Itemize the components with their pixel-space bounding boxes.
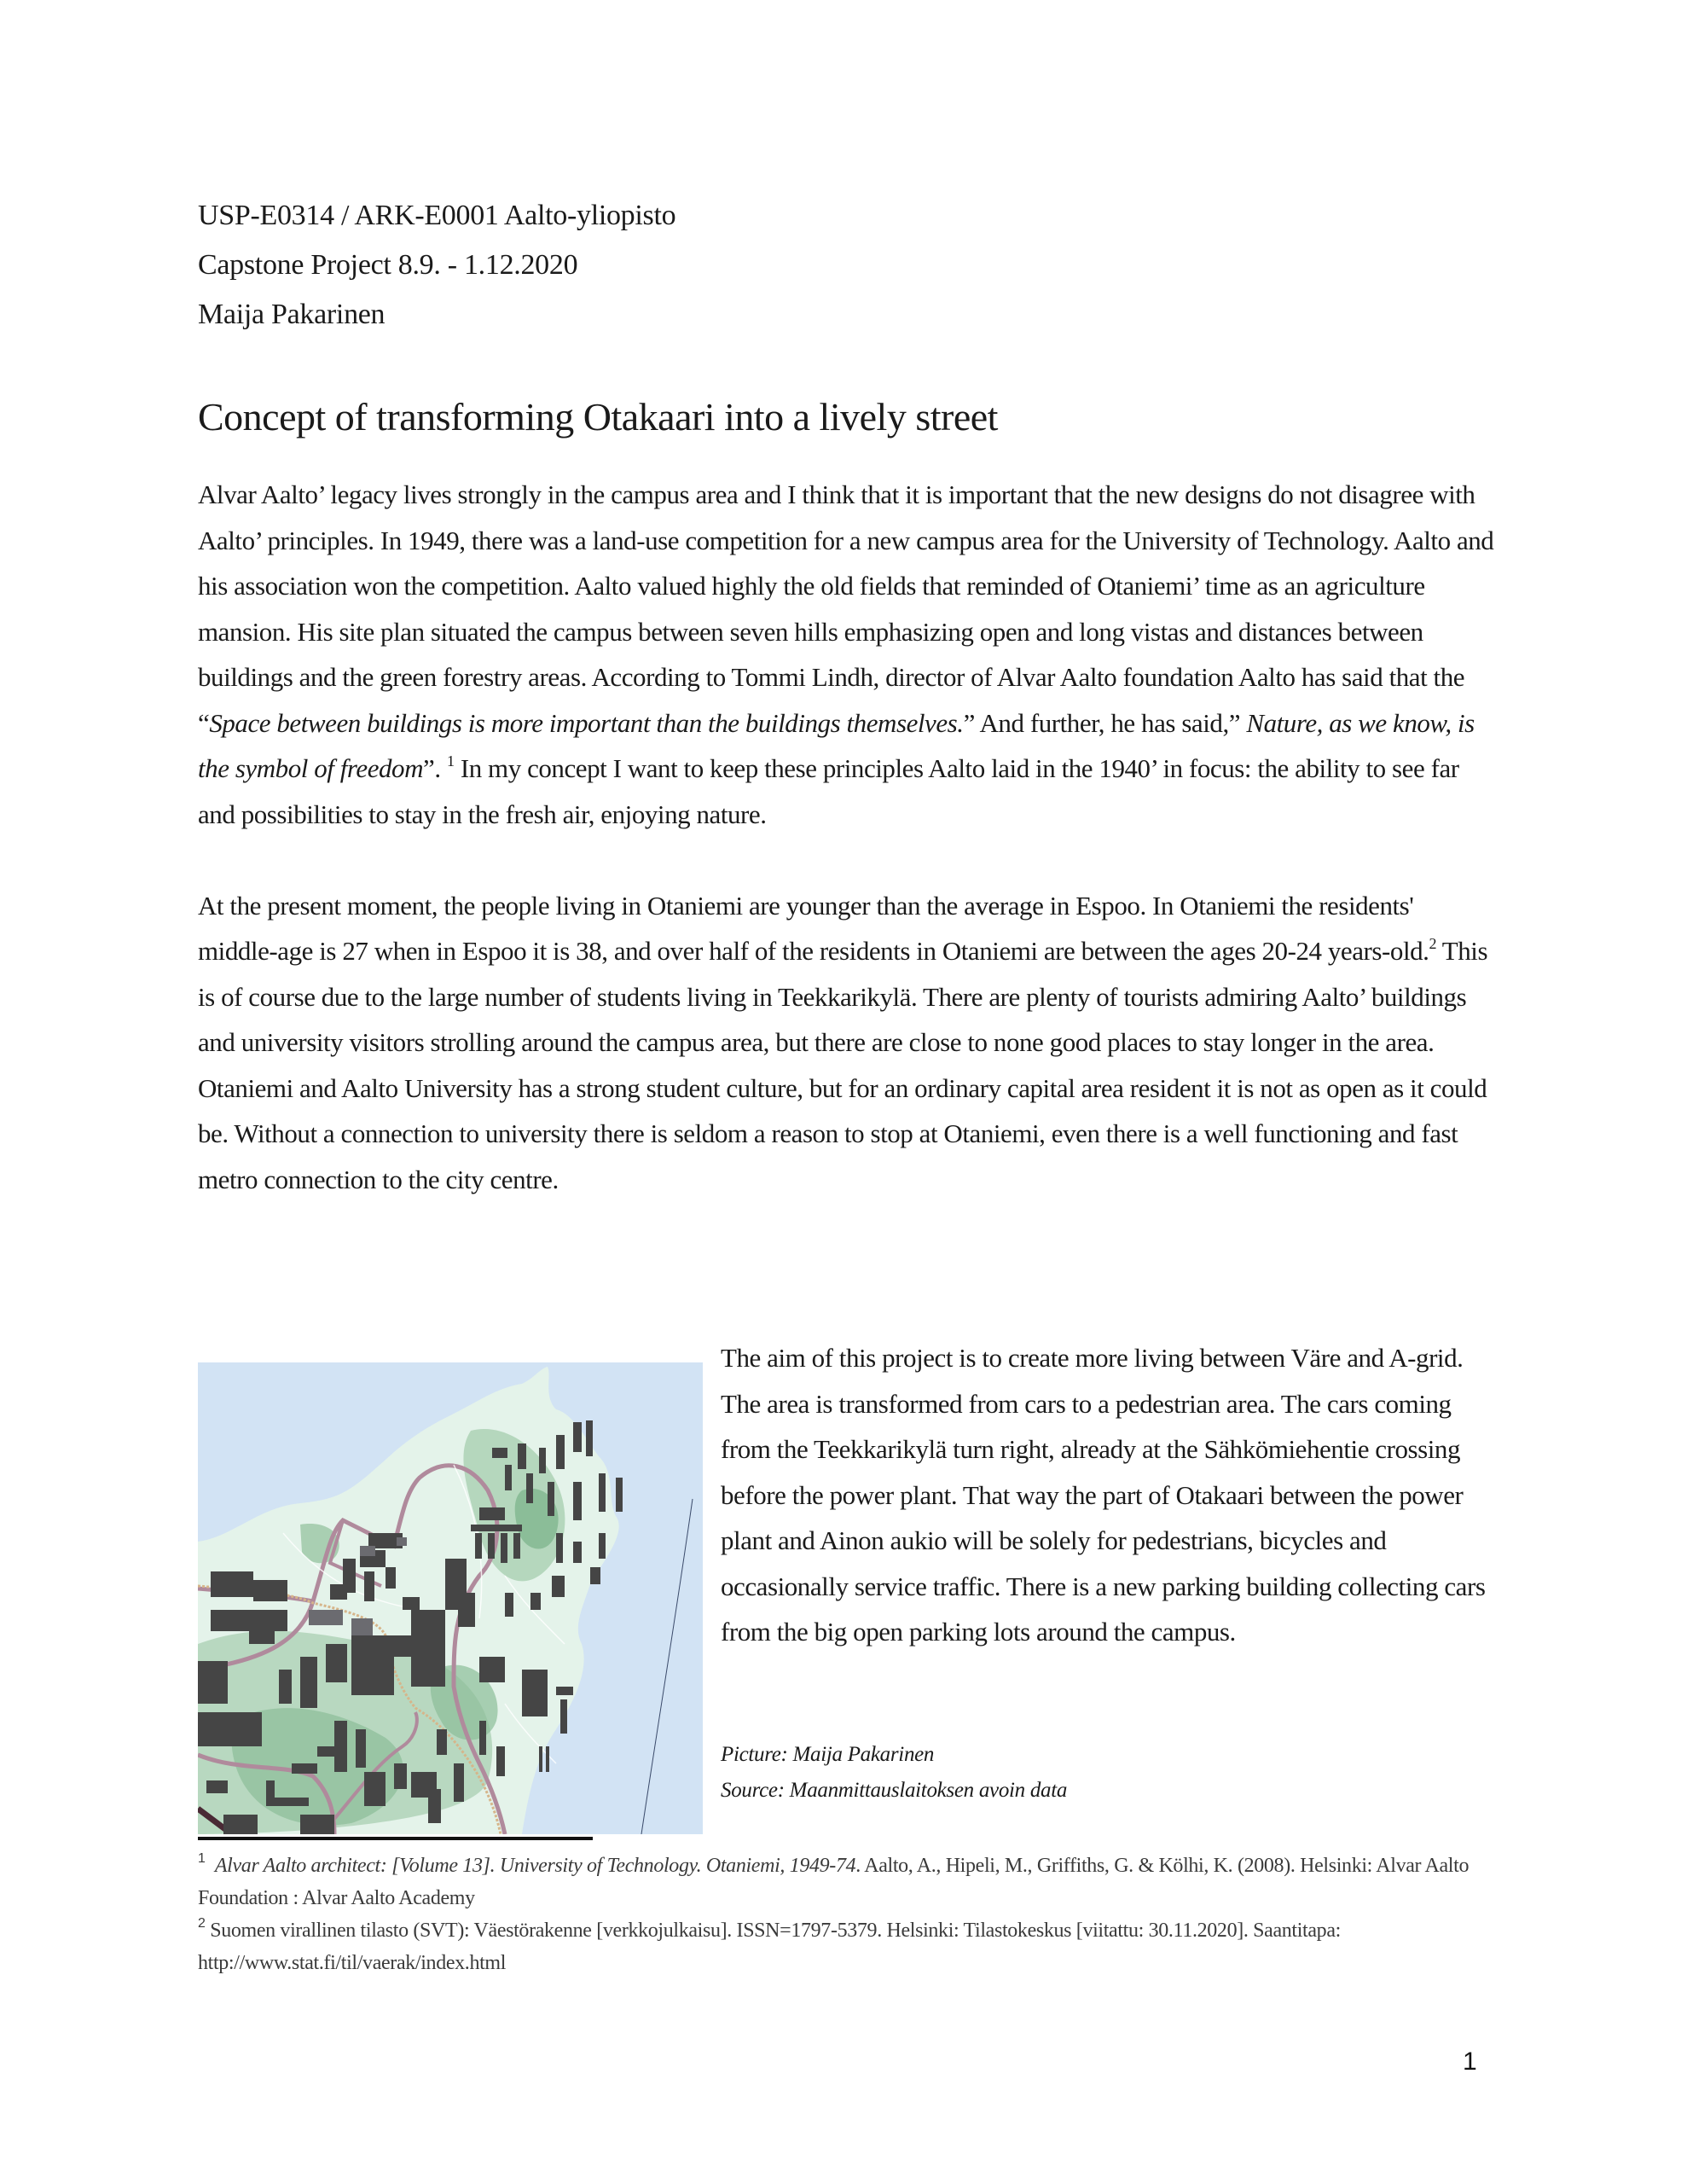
campus-site-map: [198, 1362, 703, 1834]
main-body: [198, 472, 1494, 1202]
project-dates: Capstone Project 8.9. - 1.12.2020: [198, 249, 578, 281]
footnote-2: $^2$ Suomen virallinen tilasto (SVT): Väestörakenne [verkkojulkaisu]. ISSN=1797-5379. Helsinki: Tilastokeskus [viitattu: 30.11.2020]. Saantitapa: http://www.stat.fi/til/vaerak/index.html: [198, 1916, 1341, 1974]
author-name: Maija Pakarinen: [198, 299, 386, 330]
footnote-1: $^1$ Alvar Aalto architect: [Volume 13]. University of Technology. Otaniemi, 1949-74. Aalto, A., Hipeli, M., Griffiths, G. & Kölhi, K. (2008). Helsinki: Alvar Aalto Foundation : Alvar Aalto Academy: [198, 1851, 1470, 1909]
footnote-separator: [198, 1837, 593, 1840]
page-number: 1: [1463, 2048, 1477, 2076]
aalto-quote-1: Space between buildings is more important than the buildings themselves.: [209, 707, 964, 738]
map-illustration: [198, 1362, 703, 1834]
project-aim-paragraph: The aim of this project is to create more living between Väre and A-grid. The area is transformed from cars to a pedestrian area. The cars coming from the Teekkarikylä turn right, already at the Sähkömiehentie crossing before the power plant. That way the part of Otakaari between the power plant and Ainon aukio will be solely for pedestrians, bicycles and occasionally service traffic. There is a new parking building collecting cars from the big open parking lots around the campus.: [721, 1343, 1486, 1647]
aalto-quote-2: Nature, as we know, is the symbol of freedom: [198, 707, 1475, 783]
footnotes: [198, 1850, 1494, 1979]
page-title: Concept of transforming Otakaari into a lively street: [198, 395, 998, 439]
course-code: USP-E0314 / ARK-E0001 Aalto-yliopisto: [198, 200, 676, 231]
paragraph-2: At the present moment, the people living in Otaniemi are younger than the average in Espoo. In Otaniemi the residents' middle-age is 27 when in Espoo it is 38, and over half of the residents in Otaniemi are between the ages 20-24 years-old.$^2$ This is of course due to the large number of students living in Teekkarikylä. There are plenty of tourists admiring Aalto’ buildings and university visitors strolling around the campus area, but there are close to none good places to stay longer in the area. Otaniemi and Aalto University has a strong student culture, but for an ordinary capital area resident it is not as open as it could be. Without a connection to university there is seldom a reason to stop at Otaniemi, even there is a well functioning and fast metro connection to the city centre.: [198, 890, 1488, 1194]
footnote-ref-2[interactable]: 2: [1429, 934, 1437, 952]
figure-caption-picture: Picture: Maija Pakarinen: [721, 1743, 935, 1766]
footnote-1-title: Alvar Aalto architect: [Volume 13]. University of Technology. Otaniemi, 1949-74: [214, 1855, 856, 1877]
figure-caption-source: Source: Maanmittauslaitoksen avoin data: [721, 1779, 1068, 1802]
footnote-ref-1[interactable]: 1: [446, 752, 455, 770]
paragraph-1: Alvar Aalto’ legacy lives strongly in the campus area and I think that it is important that the new designs do not disagree with Aalto’ principles. In 1949, there was a land-use competition for a new campus area for the University of Technology. Aalto and his association won the competition. Aalto valued highly the old fields that reminded of Otaniemi’ time as an agriculture mansion. His site plan situated the campus between seven hills emphasizing open and long vistas and distances between buildings and the green forestry areas. According to Tommi Lindh, director of Alvar Aalto foundation Aalto has said that the “Space between buildings is more important than the buildings themselves.” And further, he has said,” Nature, as we know, is the symbol of freedom”. $^1$ In my concept I want to keep these principles Aalto laid in the 1940’ in focus: the ability to see far and possibilities to stay in the fresh air, enjoying nature.: [198, 479, 1494, 829]
